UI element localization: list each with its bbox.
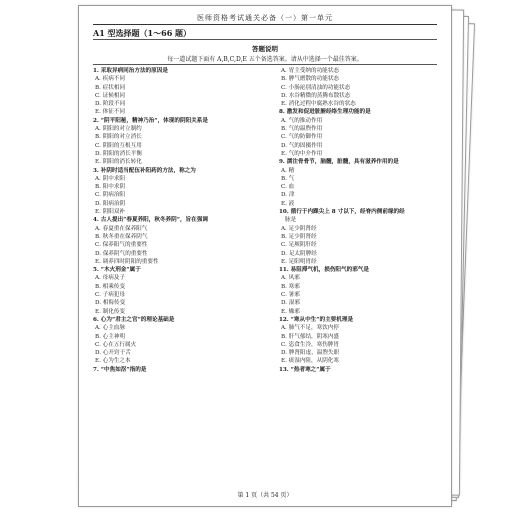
answer-option: E. 制化传变 [95,308,126,315]
question-stem: 2. “阴平阳秘，精神乃治”，体现的阴阳关系是 [93,117,208,124]
left-question-column [93,67,258,374]
question-stem: 5. “木火刑金”属于 [93,267,141,274]
answer-option: A. 母病及子 [95,275,125,282]
answer-option: E. 足阳明胃经 [281,258,317,265]
answer-option: C. 气的防御作用 [281,134,323,141]
question-stem: 13. “热者寒之”属于 [279,366,331,373]
answer-option: A. 心主血脉 [95,325,125,332]
instructions-divider [93,64,437,65]
answer-option: A. 气的推动作用 [281,117,323,124]
answer-option: A. 胃主受纳的功能状态 [281,68,339,74]
header-divider [93,24,437,25]
answer-option: A. 足少阴肾经 [281,225,317,232]
answer-option: C. 证候相同 [95,92,126,99]
page-footer: 第 1 页（共 54 页） [237,492,293,499]
answer-option: A. 肺气不足，寒饮内停 [281,325,339,332]
answer-option: E. 燥邪 [281,308,300,315]
answer-option: B. 相乘传变 [95,283,126,290]
instructions-title: 答题说明 [252,45,278,53]
answer-option: C. 子病犯母 [95,292,126,299]
answer-option: E. 气的中介作用 [281,150,323,157]
question-stem-continued: 脉是 [285,217,297,224]
answer-option: B. 脾气磨散的功能状态 [281,76,340,83]
answer-option: B. 秋冬重在保养阴气 [95,233,148,240]
page-header: 医师资格考试通关必备（一）第一单元 [197,14,333,22]
answer-option: C. 暑邪 [281,292,300,299]
answer-option: B. 气的温煦作用 [281,126,323,133]
answer-option: D. 阶段不同 [95,101,126,108]
answer-option: A. 阴中求阳 [95,175,125,182]
section-title: A1 型选择题（1～66 题） [93,28,192,38]
answer-option: D. 津 [281,192,295,199]
answer-option: A. 风邪 [281,275,300,282]
question-stem: 11. 易阻滞气机，损伤阳气的邪气是 [279,267,369,274]
answer-option: B. 心主神明 [95,333,126,340]
answer-option: E. 调养四时阴阳的重要性 [95,258,159,265]
question-stem: 10. 循行于内踝尖上 8 寸以下，经脊内侧前缘的经 [279,209,405,216]
answer-option: A. 疾病不同 [95,76,125,83]
answer-option: C. 阴阳的互根互用 [95,142,142,149]
question-stem: 7. “中焦如沤”指的是 [93,366,147,373]
answer-option: D. 湿邪 [281,300,301,307]
question-stem: 1. 采取异病同治方法的原因是 [93,68,168,74]
answer-option: C. 小肠泌别清浊的功能状态 [281,84,351,91]
answer-option: E. 液 [281,200,295,207]
answer-option: D. 水谷精微的蒸腾布散状态 [281,92,351,99]
question-stem: 3. 补阴时适当配伍补阳药的方法，称之为 [93,167,196,174]
answer-option: B. 寒邪 [281,283,300,290]
answer-option: A. 春夏重在保养阳气 [95,225,148,232]
answer-option: D. 阳病治阴 [95,200,126,207]
answer-option: C. 足厥阴肝经 [281,242,317,249]
answer-option: C. 血 [281,184,295,191]
answer-option: B. 肝气郁结，阴寒内盛 [281,333,340,340]
answer-option: D. 气的固摄作用 [281,142,323,149]
answer-option: E. 心为生之本 [95,358,131,365]
answer-option: E. 消化过程中腐熟水谷的状态 [281,101,356,108]
answer-option: E. 阴阳的消长转化 [95,159,142,166]
answer-option: D. 阴阳的消长平衡 [95,150,142,157]
question-stem: 12. “寒从中生”的主要机理是 [279,316,354,323]
answer-option: E. 阴阳双补 [95,209,126,216]
answer-option: E. 痰湿内阻，从阴化寒 [281,358,339,365]
answer-option: D. 心开窍于舌 [95,350,131,357]
answer-option: E. 体征不同 [95,109,126,116]
right-question-column [279,67,444,374]
answer-option: A. 阴阳的对立制约 [95,126,142,133]
answer-option: D. 相侮传变 [95,300,126,307]
section-divider [93,39,437,40]
question-stem: 8. 激发和促进脏腑经络生理功能的是 [279,109,371,116]
answer-option: C. 阴病治阳 [95,192,126,199]
answer-option: B. 足少阴肾经 [281,233,317,240]
answer-option: B. 气 [281,175,295,182]
answer-option: B. 症状相同 [95,84,126,91]
instructions-text: 每一道试题下面有 A,B,C,D,E 五个备选答案。请从中选择一个最佳答案。 [167,56,363,63]
answer-option: C. 心在五行属火 [95,341,137,348]
question-stem: 4. 古人提出“春夏养阳，秋冬养阴”，旨在强调 [93,217,208,224]
answer-option: D. 脾肾阳虚，温煦失职 [281,350,340,357]
exam-page [78,5,452,507]
answer-option: D. 保养阴气的重要性 [95,250,148,257]
answer-option: C. 恣食生冷，寒伤脾胃 [281,341,339,348]
question-stem: 9. 濡注骨骨节，脑髓，脏髓，具有滋养作用的是 [279,159,399,166]
answer-option: B. 阴阳的对立消长 [95,134,142,141]
answer-option: C. 保养阳气的重要性 [95,242,148,249]
answer-option: B. 阳中求阴 [95,184,126,191]
answer-option: A. 精 [281,167,295,174]
answer-option: D. 足太阴脾经 [281,250,317,257]
question-stem: 6. 心为“君主之官”的理论基础是 [93,316,175,323]
